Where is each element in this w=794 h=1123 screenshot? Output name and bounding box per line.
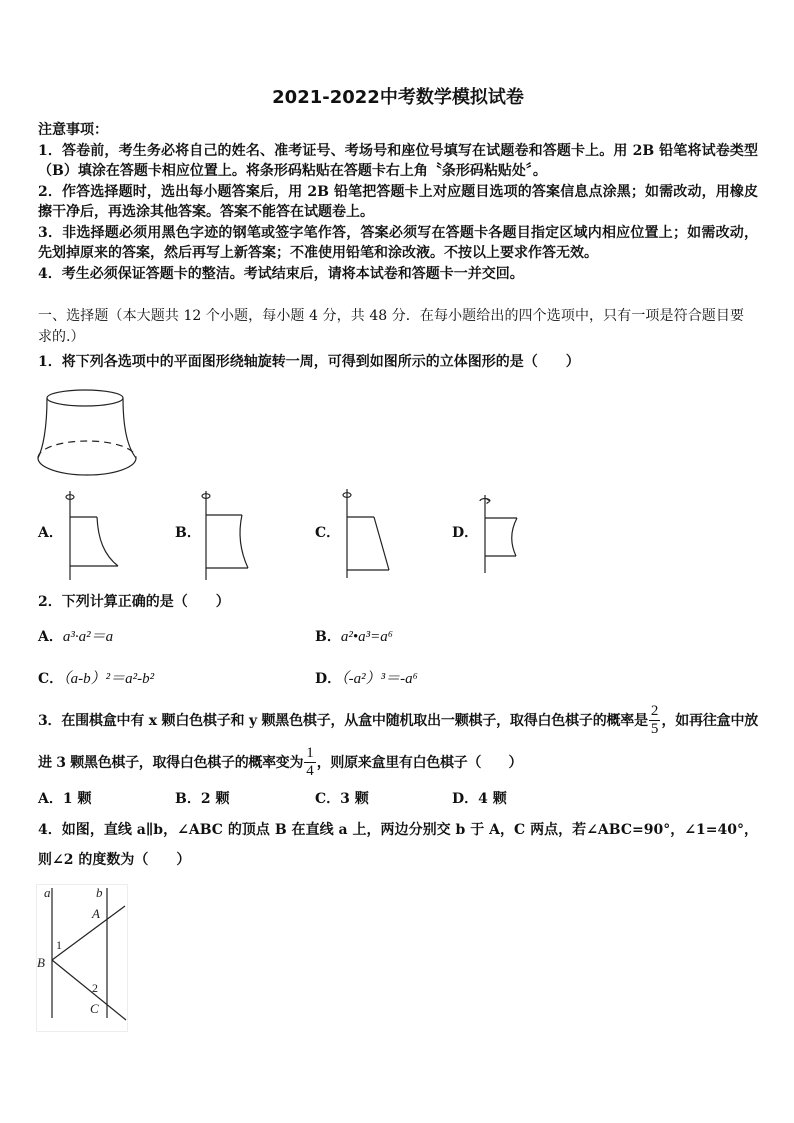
shape-slanted-edge [374, 517, 389, 570]
label-line-b: b [96, 885, 103, 900]
ray-bc [52, 960, 126, 1020]
top-ellipse [47, 390, 123, 406]
option-b [315, 627, 393, 648]
fraction-second-denominator: 4 [306, 763, 314, 779]
notice-item-3: 3．非选择题必须用黑色字迹的钢笔或签字笔作答，答案必须写在答题卡各题目指定区域内相应位置上；如需改动，先划掉原来的答案，然后再写上新答案；不准使用铅笔和涂改液。不按以上要求作答无效。 [38, 224, 758, 261]
option-a [38, 627, 113, 648]
option-d-expression: （-a²）³＝-a⁶ [341, 671, 418, 687]
option-d: D．4 颗 [452, 790, 507, 807]
question-1-options [38, 487, 758, 583]
fraction-second [304, 745, 316, 780]
question-3-options [38, 789, 758, 810]
question-3-text-after: ，则原来盒里有白色棋子（ ） [316, 754, 523, 771]
frustum-solid-figure [36, 386, 140, 480]
notice-item-4: 4．考生必须保证答题卡的整洁。考试结束后，请将本试卷和答题卡一并交回。 [38, 265, 524, 282]
option-a-figure [60, 487, 124, 583]
option-b-figure [196, 487, 254, 583]
option-d-figure [473, 487, 525, 583]
fraction-second-numerator: 1 [306, 745, 314, 761]
option-b-expression: a²•a³=a⁶ [340, 628, 393, 645]
label-line-a: a [44, 885, 51, 900]
question-2-options-row-2 [38, 669, 758, 690]
fraction-first-numerator: 2 [650, 703, 659, 719]
notice-heading: 注意事项： [38, 122, 108, 138]
label-point-a: A [92, 906, 100, 921]
fraction-first-denominator: 5 [650, 721, 659, 737]
question-1-stem: 1．将下列各选项中的平面图形绕轴旋转一周，可得到如图所示的立体图形的是（ ） [38, 354, 580, 370]
question-4-stem: 4．如图，直线 a∥b，∠ABC 的顶点 B 在直线 a 上，两边分别交 b 于 A，C 两点，若∠ABC=90°，∠1=40°，则∠2 的度数为（ ） [38, 822, 758, 868]
option-c-label: C． [38, 671, 64, 687]
option-d-label: D． [452, 525, 479, 541]
bottom-hidden-arc [38, 441, 136, 458]
label-point-b: B [37, 955, 45, 970]
option-c: C．3 颗 [315, 790, 369, 807]
label-angle-2: 2 [92, 981, 98, 995]
question-3-text-middle: ，如再往盒中放进 3 颗黑色棋子，取得白色棋子的概率变为 [38, 712, 758, 771]
bottom-front-arc [38, 458, 136, 475]
exam-title: 2021-2022中考数学模拟试卷 [272, 87, 524, 108]
question-2-options-row-1 [38, 627, 758, 648]
option-d [315, 669, 418, 690]
option-c-expression: （a-b）²＝a²-b² [63, 671, 155, 687]
question-3-text-before: 3．在围棋盒中有 x 颗白色棋子和 y 颗黑色棋子，从盒中随机取出一颗棋子，取得白色棋子的概率是 [38, 712, 648, 729]
shape-curved-edge [97, 517, 118, 566]
question-2-stem: 2．下列计算正确的是（ ） [38, 594, 230, 610]
notice-section [38, 120, 758, 284]
option-b: B．2 颗 [175, 790, 230, 807]
question-3-stem [38, 700, 758, 784]
option-b-label: B． [175, 525, 201, 541]
option-a-label: A． [38, 525, 63, 541]
label-point-c: C [90, 1001, 99, 1016]
shape-curved-edge [512, 518, 517, 556]
shape-curved-edge [240, 515, 248, 568]
label-angle-1: 1 [56, 938, 62, 952]
option-c [38, 669, 154, 690]
notice-item-2: 2．作答选择题时，选出每小题答案后，用 2B 铅笔把答题卡上对应题目选项的答案信息点涂黑；如需改动，用橡皮擦干净后，再选涂其他答案。答案不能答在试题卷上。 [38, 183, 758, 220]
section-heading: 一、选择题（本大题共 12 个小题，每小题 4 分，共 48 分．在每小题给出的四个选项中，只有一项是符合题目要求的.） [38, 308, 744, 345]
notice-item-1: 1．答卷前，考生务必将自己的姓名、准考证号、考场号和座位号填写在试题卷和答题卡上。用 2B 铅笔将试卷类型（B）填涂在答题卡相应位置上。将条形码粘贴在答题卡右上角〝条形码粘贴处〞。 [38, 142, 758, 179]
option-c-label: C． [315, 525, 341, 541]
option-b-label: B． [315, 628, 341, 645]
option-a-expression: a³·a²＝a [62, 628, 114, 645]
option-c-figure [337, 487, 395, 583]
option-a-label: A． [38, 628, 63, 645]
option-a: A．1 颗 [38, 790, 92, 807]
parallel-lines-figure [36, 884, 128, 1032]
ray-ba [52, 906, 125, 960]
fraction-first [649, 703, 661, 738]
option-d-label: D． [315, 671, 342, 687]
